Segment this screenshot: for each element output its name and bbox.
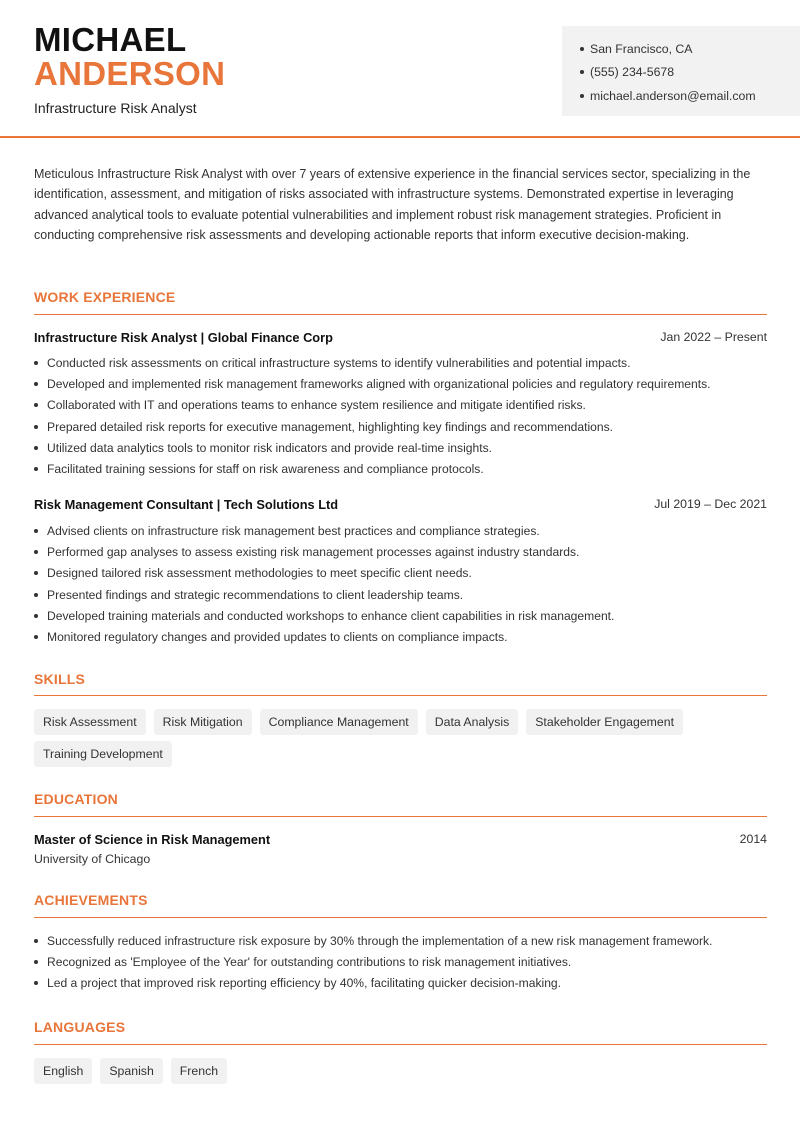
- bullet-icon: [34, 614, 38, 618]
- section-title-achievements: ACHIEVEMENTS: [34, 892, 148, 908]
- list-item: Utilized data analytics tools to monitor risk indicators and provide real-time insights.: [34, 437, 774, 458]
- list-item: Monitored regulatory changes and provided updates to clients on compliance impacts.: [34, 626, 774, 647]
- bullet-icon: [34, 361, 38, 365]
- list-item: Advised clients on infrastructure risk management best practices and compliance strategies.: [34, 520, 774, 541]
- section-divider: [34, 816, 767, 817]
- language-chip: French: [171, 1058, 227, 1084]
- candidate-name: [34, 23, 225, 91]
- language-chip: English: [34, 1058, 92, 1084]
- achievements-list: [34, 930, 774, 994]
- list-item: Conducted risk assessments on critical infrastructure systems to identify vulnerabilities and potential impacts.: [34, 352, 774, 373]
- job-role: Infrastructure Risk Analyst: [34, 100, 197, 116]
- resume-header: [0, 0, 800, 138]
- skill-chip: Data Analysis: [426, 709, 519, 735]
- skill-chip: Stakeholder Engagement: [526, 709, 683, 735]
- bullet-icon: [34, 467, 38, 471]
- bullet-icon: [580, 47, 584, 51]
- bullet-icon: [580, 94, 584, 98]
- list-item: Designed tailored risk assessment methodologies to meet specific client needs.: [34, 563, 774, 584]
- list-item: Developed and implemented risk management frameworks aligned with organizational policies and regulatory requirements.: [34, 373, 774, 394]
- list-item: Led a project that improved risk reporting efficiency by 40%, facilitating quicker decision-making.: [34, 973, 774, 994]
- languages-list: [34, 1058, 774, 1090]
- job-date-2: Jul 2019 – Dec 2021: [654, 497, 767, 511]
- section-title-skills: SKILLS: [34, 671, 85, 687]
- bullet-icon: [580, 70, 584, 74]
- contact-email: michael.anderson@email.com: [580, 84, 800, 108]
- contact-location: San Francisco, CA: [580, 37, 800, 61]
- job-title-1: Infrastructure Risk Analyst | Global Finance Corp: [34, 330, 333, 345]
- skill-chip: Training Development: [34, 741, 172, 767]
- bullet-icon: [34, 446, 38, 450]
- section-title-languages: LANGUAGES: [34, 1019, 126, 1035]
- bullet-icon: [34, 981, 38, 985]
- skill-chip: Compliance Management: [260, 709, 418, 735]
- first-name: MICHAEL: [34, 21, 187, 58]
- bullet-icon: [34, 425, 38, 429]
- bullet-icon: [34, 635, 38, 639]
- bullet-icon: [34, 550, 38, 554]
- bullet-icon: [34, 382, 38, 386]
- education-school: University of Chicago: [34, 852, 151, 866]
- job-date-1: Jan 2022 – Present: [660, 330, 767, 344]
- bullet-icon: [34, 939, 38, 943]
- list-item: Collaborated with IT and operations teams to enhance system resilience and mitigate identified risks.: [34, 395, 774, 416]
- bullet-icon: [34, 403, 38, 407]
- list-item: Performed gap analyses to assess existing risk management processes against industry standards.: [34, 541, 774, 562]
- list-item: Developed training materials and conducted workshops to enhance client capabilities in risk management.: [34, 605, 774, 626]
- job-bullets-1: [34, 352, 774, 480]
- bullet-icon: [34, 529, 38, 533]
- list-item: Presented findings and strategic recommendations to client leadership teams.: [34, 584, 774, 605]
- contact-box: [562, 26, 800, 116]
- last-name: ANDERSON: [34, 55, 226, 92]
- section-divider: [34, 314, 767, 315]
- language-chip: Spanish: [100, 1058, 162, 1084]
- summary-paragraph: Meticulous Infrastructure Risk Analyst with over 7 years of extensive experience in the financial services sector, specializing in the identification, assessment, and mitigation of risks associated with infrastructure systems. Demonstrated expertise in leveraging advanced analytical tools to evaluate potential vulnerabilities and implement robust risk management strategies. Proficient in conducting comprehensive risk assessments and developing actionable reports that inform executive decision-making.: [34, 167, 751, 242]
- contact-phone: (555) 234-5678: [580, 61, 800, 85]
- list-item: Facilitated training sessions for staff on risk awareness and compliance protocols.: [34, 458, 774, 479]
- section-divider: [34, 1044, 767, 1045]
- list-item: Successfully reduced infrastructure risk exposure by 30% through the implementation of a new risk management framework.: [34, 930, 774, 951]
- bullet-icon: [34, 960, 38, 964]
- education-year: 2014: [739, 832, 767, 846]
- list-item: Prepared detailed risk reports for executive management, highlighting key findings and recommendations.: [34, 416, 774, 437]
- job-title-2: Risk Management Consultant | Tech Solutions Ltd: [34, 497, 339, 512]
- bullet-icon: [34, 593, 38, 597]
- bullet-icon: [34, 571, 38, 575]
- section-divider: [34, 695, 767, 696]
- skills-list: [34, 709, 774, 773]
- job-bullets-2: [34, 520, 774, 648]
- skill-chip: Risk Mitigation: [154, 709, 252, 735]
- education-degree: Master of Science in Risk Management: [34, 832, 271, 847]
- list-item: Recognized as 'Employee of the Year' for outstanding contributions to risk management initiatives.: [34, 951, 774, 972]
- skill-chip: Risk Assessment: [34, 709, 146, 735]
- section-divider: [34, 917, 767, 918]
- section-title-education: EDUCATION: [34, 791, 118, 807]
- section-title-work: WORK EXPERIENCE: [34, 289, 176, 305]
